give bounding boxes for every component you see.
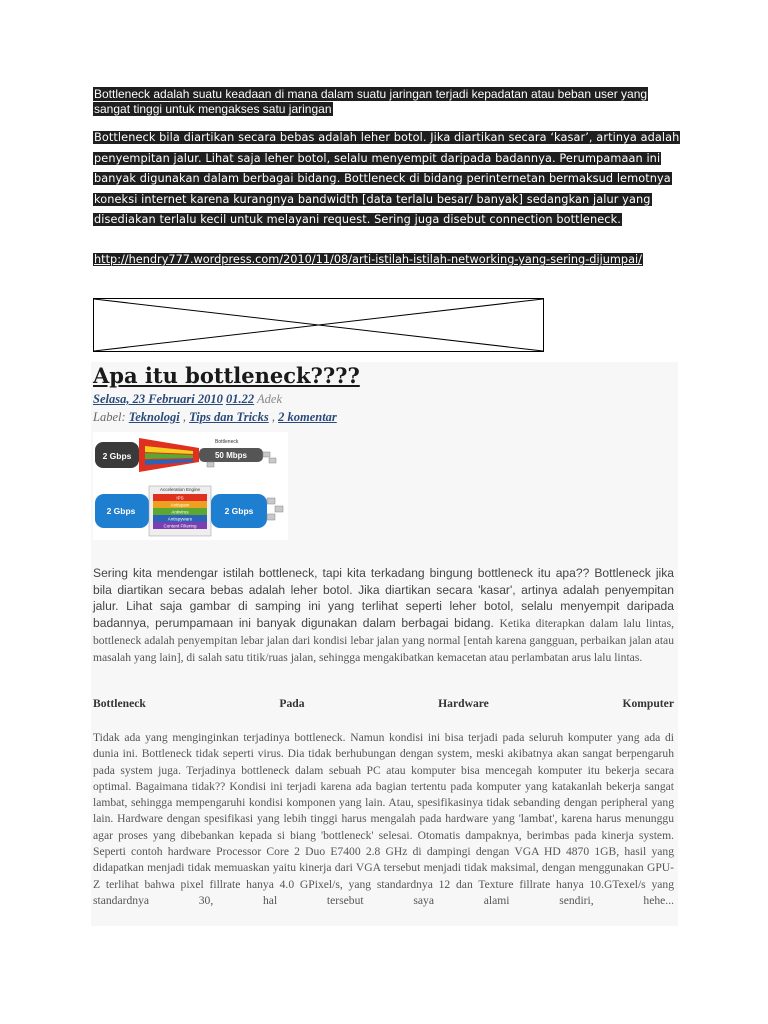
explanation-text: Bottleneck bila diartikan secara bebas adalah leher botol. Jika diartikan secara ‘kasar’, artinya adalah penyempitan jalur. Lihat saja leher botol, selalu menyempit daripada badannya. Perumpamaan ini banyak digunakan dalam berbagai bidang. Bottleneck di bidang perinternetan bermaksud lemotnya koneksi internet karena kurangnya bandwidth [data terlalu besar/ banyak] sedangkan jalur yang disediakan terlalu kecil untuk melayani request. Sering juga disebut connection bottleneck. <box>94 131 680 226</box>
post-date-link[interactable]: Selasa, 23 Februari 2010 <box>93 392 223 406</box>
post-time-link[interactable]: 01.22 <box>226 392 255 406</box>
post-body-serif-continuation: Ketika diterapkan dalam lalu lintas, bottleneck adalah penyempitan lebar jalan dari kondisi lebar jalan yang normal [entah karena gangguan, perbaikan jalan atau masalah yang lain], di salah satu titik/ruas jalan, sehingga mengakibatkan kemacetan atau perlambatan arus lalu lintas. <box>93 616 674 665</box>
broken-image-placeholder <box>93 298 544 352</box>
bottom-left-label: 2 Gbps <box>106 506 136 516</box>
post-title[interactable]: Apa itu bottleneck???? <box>93 363 360 388</box>
broken-image-icon <box>94 299 543 351</box>
section-heading: Bottleneck Pada Hardware Komputer <box>93 697 674 710</box>
label-prefix: Label: <box>93 410 126 424</box>
label-link-tips[interactable]: Tips dan Tricks <box>189 410 269 424</box>
top-right-label: 50 Mbps <box>214 451 248 460</box>
post-body-paragraph-1: Sering kita mendengar istilah bottleneck, tapi kita terkadang bingung bottleneck itu apa?? Bottleneck jika bila diartikan secara bebas adalah leher botol. Jika diartikan secara 'kasar', artinya adalah penyempitan jalur. Lihat saja gambar di samping ini yang terlihat seperti leher botol, selalu menyempit daripada badannya, perumpamaan ini banyak digunakan dalam berbagai bidang. Ketika diterapkan dalam lalu lintas, bottleneck adalah penyempitan lebar jalan dari kondisi lebar jalan yang normal [entah karena gangguan, perbaikan jalan atau masalah yang lain], di salah satu titik/ruas jalan, sehingga mengakibatkan kemacetan atau perlambatan arus lalu lintas. <box>93 566 674 665</box>
top-left-label: 2 Gbps <box>102 451 132 461</box>
section-body: Tidak ada yang menginginkan terjadinya bottleneck. Namun kondisi ini bisa terjadi pada seluruh komputer yang ada di dunia ini. Bottleneck tidak seperti virus. Dia tidak berhubungan dengan system, meski akibatnya akan sangat berpengaruh pada system juga. Terjadinya bottleneck dalam sebuah PC atau komputer bisa mencegah komputer itu bekerja secara optimal. Bagaimana tidak?? Kondisi ini terjadi karena ada bagian tertentu pada komputer yang katakanlah bekerja sangat lambat, sehingga mempengaruhi kondisi komponen yang lain. Atau, spesifikasinya tidak sebanding dengan peripheral yang lain. Hardware dengan spesifikasi yang lebih tinggi harus mengalah pada hardware yang 'lambat', karena harus menunggu agar proses yang dibebankan kepada si biang 'bottleneck' selesai. Otomatis dampaknya, berimbas pada kinerja system. Seperti contoh hardware Processor Core 2 Duo E7400 2.8 GHz di dampingi dengan VGA HD 4870 1GB, hasil yang didapatkan menjadi tidak memuaskan yaitu kinerja dari VGA tersebut menjadi tidak maksimal, dengan menggunakan GPU-Z terlihat bahwa pixel fillrate hanya 4.0 GPixel/s, yang standardnya 12 dan Texture fillrate hanya 10.GTexel/s yang standardnya 30, hal tersebut saya alami sendiri, hehe... <box>93 731 674 907</box>
bottleneck-caption: Bottleneck <box>215 439 239 445</box>
comments-link[interactable]: 2 komentar <box>278 410 337 424</box>
post-author: Adek <box>257 392 283 406</box>
label-link-teknologi[interactable]: Teknologi <box>128 410 180 424</box>
bottleneck-diagram <box>93 432 288 540</box>
svg-text:Antispyware: Antispyware <box>167 516 193 522</box>
source-link[interactable]: http://hendry777.wordpress.com/2010/11/08/arti-istilah-istilah-networking-yang-sering-dijumpai/ <box>94 253 642 266</box>
bottom-right-label: 2 Gbps <box>224 506 254 516</box>
definition-text: Bottleneck adalah suatu keadaan di mana dalam suatu jaringan terjadi kepadatan atau beban user yang sangat tinggi untuk mengakses satu jaringan <box>94 87 648 116</box>
post-meta <box>93 392 282 407</box>
post-labels: Label: Teknologi , Tips dan Tricks , 2 komentar <box>93 410 337 424</box>
svg-text:Antispam: Antispam <box>170 502 190 508</box>
svg-text:Content Filtering: Content Filtering <box>163 523 197 529</box>
svg-text:Antivirus: Antivirus <box>171 509 189 515</box>
engine-title: Acceleration Engine <box>159 487 201 492</box>
svg-text:IPS: IPS <box>176 495 184 501</box>
